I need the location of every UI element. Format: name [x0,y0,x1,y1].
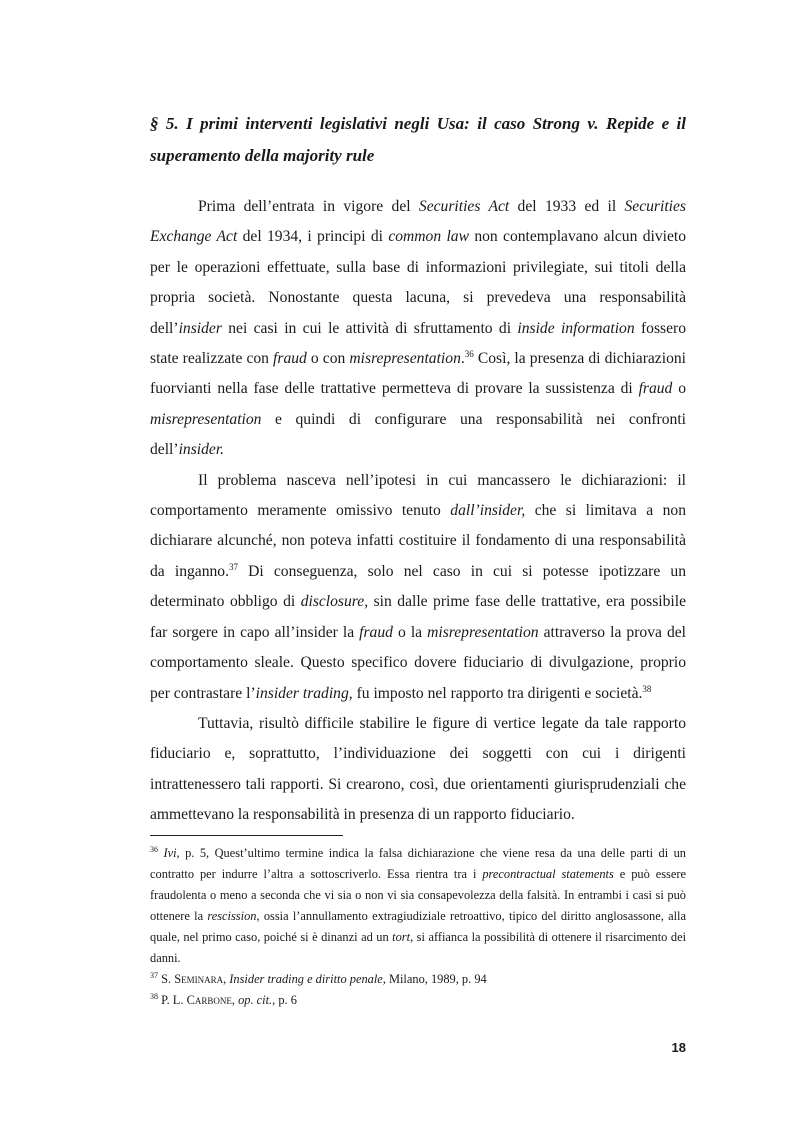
footnote-separator [150,835,343,836]
footnote-ref-36[interactable]: 36 [464,348,474,359]
footnote-37: $^{37}$ S. Seminara, Insider trading e diritto penale, Milano, 1989, p. 94 [150,970,487,986]
section-heading [150,108,686,172]
footnote-ref-37[interactable]: 37 [229,561,238,572]
page-number: 18 [671,1040,686,1055]
paragraph-2: Il problema nasceva nell’ipotesi in cui mancassero le dichiarazioni: il comportamento meramente omissivo tenuto dall’insider, che si limitava a non dichiarare alcunché, non poteva infatti costituire il fondamento di una responsabilità da inganno.$^{37}$ Di conseguenza, solo nel caso in cui si potesse ipotizzare un determinato obbligo di disclosure, sin dalle prime fase delle trattative, era possibile far sorgere in capo all’insider la fraud o la misrepresentation attraverso la prova del comportamento sleale. Questo specifico dovere fiduciario di divulgazione, proprio per contrastare l’insider trading, fu imposto nel rapporto tra dirigenti e società.$^{38}$ [150,471,686,702]
footnote-36: $^{36}$ Ivi, p. 5, Quest’ultimo termine indica la falsa dichiarazione che viene resa da una delle parti di un contratto per indurre l’altra a sottoscriverlo. Essa rientra tra i precontractual statements e può essere fraudolenta o meno a seconda che vi sia o non vi sia consapevolezza della falsità. In entrambi i casi si può ottenere la rescission, ossia l’annullamento extragiudiziale retroattivo, tipico del diritto anglosassone, alla quale, nel primo caso, poiché si è dinanzi ad un tort, si affianca la possibilità di ottenere il risarcimento dei danni. [150,844,687,965]
footnote-38: $^{38}$ P. L. Carbone, op. cit., p. 6 [150,991,297,1007]
paragraph-3: Tuttavia, risultò difficile stabilire le figure di vertice legate da tale rapporto fiduciario e, soprattutto, l’individuazione dei soggetti con cui i dirigenti intrattenessero tali rapporti. Si crearono, così, due orientamenti giurisprudenziali che ammettevano la responsabilità in presenza di un rapporto fiduciario. [150,714,686,824]
body-text [150,192,686,831]
section-heading-text: § 5. I primi interventi legislativi negli Usa: il caso Strong v. Repide e il superamento della majority rule [150,114,686,165]
footnote-ref-38[interactable]: 38 [642,683,652,694]
footnotes [150,843,686,1011]
paragraph-1: Prima dell’entrata in vigore del Securities Act del 1933 ed il Securities Exchange Act del 1934, i principi di common law non contemplavano alcun divieto per le operazioni effettuate, sulla base di informazioni privilegiate, sui titoli della propria società. Nonostante questa lacuna, si prevedeva una responsabilità dell’insider nei casi in cui le attività di sfruttamento di inside information fossero state realizzate con fraud o con misrepresentation.$^{36}$ Così, la presenza di dichiarazioni fuorvianti nella fase delle trattative permetteva di provare la sussistenza di fraud o misrepresentation e quindi di configurare una responsabilità nei confronti dell’insider. [150,198,686,459]
